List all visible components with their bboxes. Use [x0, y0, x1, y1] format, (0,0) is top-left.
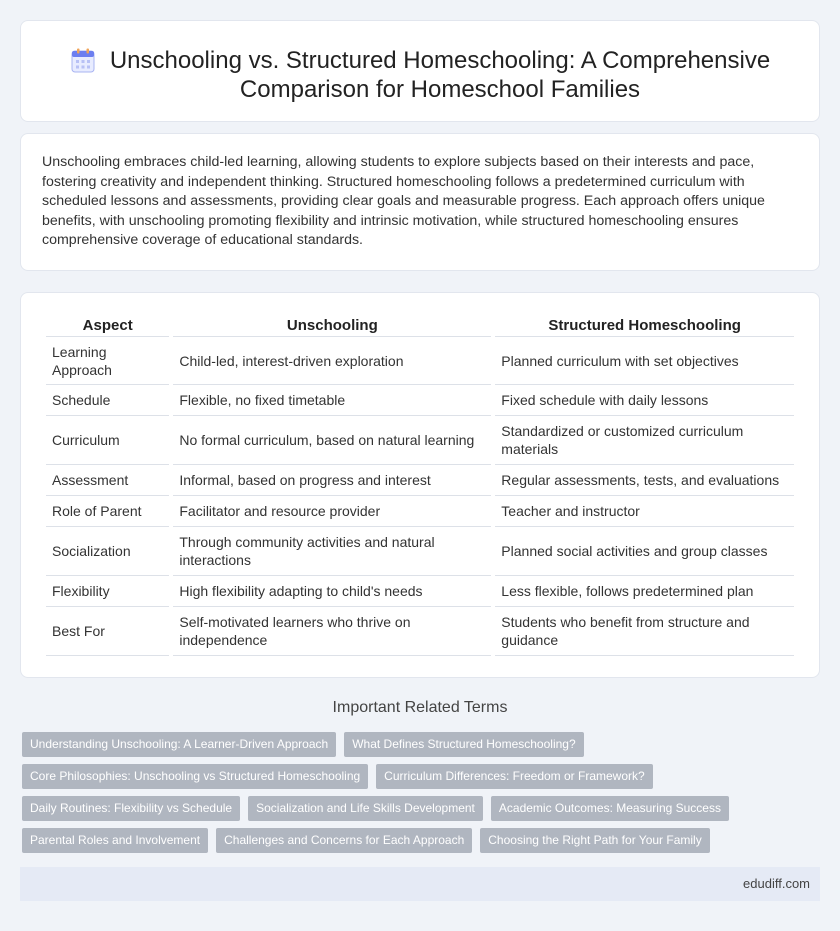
related-tag[interactable]: Parental Roles and Involvement: [22, 828, 208, 853]
table-row: [46, 607, 794, 656]
related-tag[interactable]: Socialization and Life Skills Development: [248, 796, 483, 821]
intro-text: Unschooling embraces child-led learning, allowing students to explore subjects based on their interests and pace, fostering creativity and independent thinking. Structured homeschooling follows a predetermined curriculum with scheduled lessons and assessments, providing clear goals and measurable progress. Each approach offers unique benefits, with unschooling promoting flexibility and intrinsic motivation, while structured homeschooling ensures comprehensive coverage of educational standards.: [42, 154, 765, 248]
comparison-table: [42, 315, 798, 656]
aspect-cell: Curriculum: [46, 416, 169, 465]
unschooling-cell: Self-motivated learners who thrive on independence: [173, 607, 491, 656]
related-tag[interactable]: Daily Routines: Flexibility vs Schedule: [22, 796, 240, 821]
table-row: [46, 465, 794, 496]
footer-site-link[interactable]: edudiff.com: [743, 876, 810, 891]
table-row: [46, 496, 794, 527]
related-tags-row: [22, 796, 729, 821]
table-row: [46, 385, 794, 416]
aspect-cell: Learning Approach: [46, 337, 169, 385]
header-unschooling: Unschooling: [173, 315, 491, 337]
unschooling-cell: Child-led, interest-driven exploration: [173, 337, 491, 385]
aspect-cell: Assessment: [46, 465, 169, 496]
aspect-cell: Socialization: [46, 527, 169, 576]
structured-cell: Less flexible, follows predetermined plan: [495, 576, 794, 607]
related-tag[interactable]: Challenges and Concerns for Each Approach: [216, 828, 472, 853]
unschooling-cell: No formal curriculum, based on natural learning: [173, 416, 491, 465]
header-structured: Structured Homeschooling: [495, 315, 794, 337]
unschooling-cell: Facilitator and resource provider: [173, 496, 491, 527]
structured-cell: Standardized or customized curriculum materials: [495, 416, 794, 465]
aspect-cell: Role of Parent: [46, 496, 169, 527]
unschooling-cell: Through community activities and natural interactions: [173, 527, 491, 576]
related-terms-title: Important Related Terms: [332, 699, 508, 716]
aspect-cell: Flexibility: [46, 576, 169, 607]
table-header-row: [46, 315, 794, 337]
unschooling-cell: High flexibility adapting to child's needs: [173, 576, 491, 607]
related-tag[interactable]: What Defines Structured Homeschooling?: [344, 732, 583, 757]
structured-cell: Fixed schedule with daily lessons: [495, 385, 794, 416]
unschooling-cell: Flexible, no fixed timetable: [173, 385, 491, 416]
related-tags-row: [22, 764, 653, 789]
related-tag[interactable]: Core Philosophies: Unschooling vs Structured Homeschooling: [22, 764, 368, 789]
structured-cell: Teacher and instructor: [495, 496, 794, 527]
unschooling-cell: Informal, based on progress and interest: [173, 465, 491, 496]
related-tags-row: [22, 828, 710, 853]
intro-card: [20, 133, 820, 271]
aspect-cell: Best For: [46, 607, 169, 656]
table-row: [46, 337, 794, 385]
structured-cell: Students who benefit from structure and guidance: [495, 607, 794, 656]
aspect-cell: Schedule: [46, 385, 169, 416]
comparison-card: [20, 292, 820, 678]
related-tag[interactable]: Academic Outcomes: Measuring Success: [491, 796, 729, 821]
related-tags-row: [22, 732, 584, 757]
related-tag[interactable]: Choosing the Right Path for Your Family: [480, 828, 709, 853]
structured-cell: Regular assessments, tests, and evaluations: [495, 465, 794, 496]
structured-cell: Planned social activities and group classes: [495, 527, 794, 576]
related-tag[interactable]: Curriculum Differences: Freedom or Framework?: [376, 764, 653, 789]
table-row: [46, 527, 794, 576]
table-row: [46, 416, 794, 465]
header-card: [20, 20, 820, 122]
header-aspect: Aspect: [46, 315, 169, 337]
structured-cell: Planned curriculum with set objectives: [495, 337, 794, 385]
related-tag[interactable]: Understanding Unschooling: A Learner-Driven Approach: [22, 732, 336, 757]
page-title: Unschooling vs. Structured Homeschooling: A Comprehensive Comparison for Homeschool Families: [109, 47, 771, 103]
footer: [20, 867, 820, 901]
table-row: [46, 576, 794, 607]
